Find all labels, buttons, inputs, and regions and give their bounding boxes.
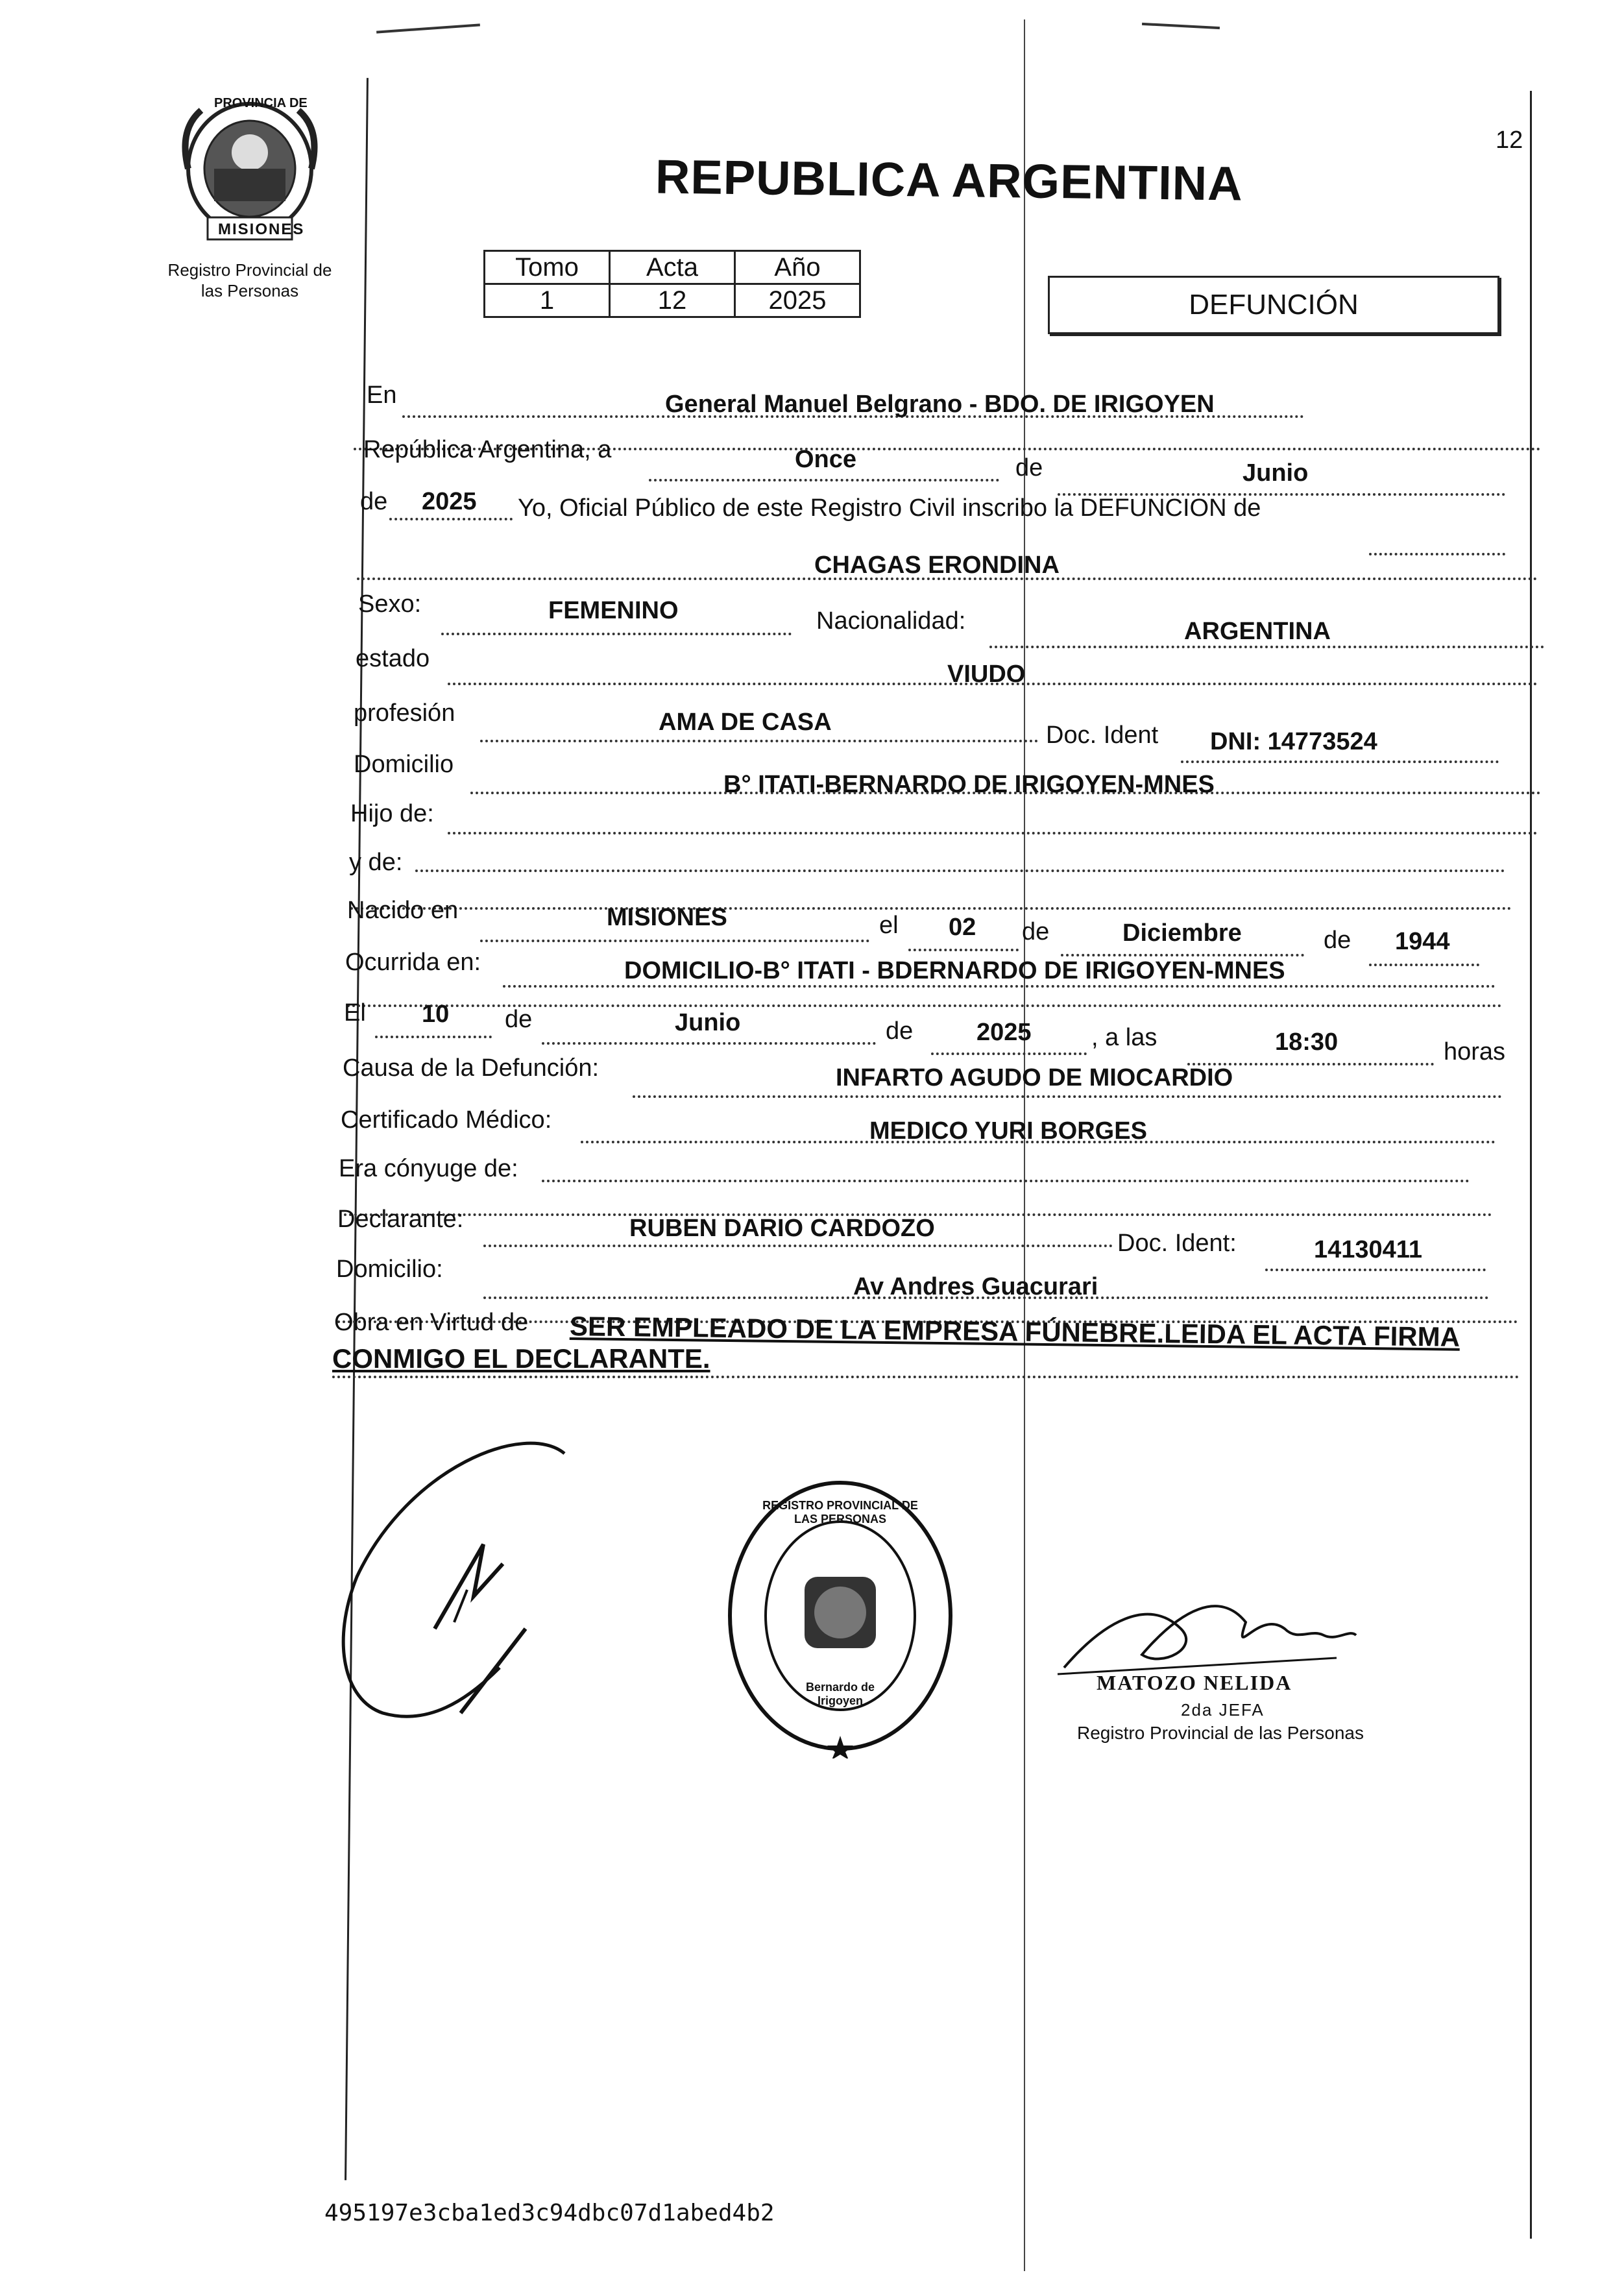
year-value: 2025: [422, 488, 477, 515]
record-type-label: DEFUNCIÓN: [1189, 289, 1359, 321]
profesion-value: AMA DE CASA: [659, 709, 832, 736]
en-value: General Manuel Belgrano - BDO. DE IRIGOYEN: [665, 391, 1215, 418]
el2-label: El: [344, 999, 366, 1027]
document-hash: 495197e3cba1ed3c94dbc07d1abed4b2: [324, 2200, 775, 2226]
center-fold-line: [1024, 19, 1025, 2271]
en-label: En: [367, 382, 397, 409]
alas-label: , a las: [1091, 1024, 1157, 1051]
domicilio2-value: Av Andres Guacurari: [853, 1273, 1098, 1300]
nacido-dotline: [480, 940, 869, 942]
birth-year: 1944: [1395, 928, 1450, 955]
birth-month: Diciembre: [1122, 919, 1242, 947]
nacionalidad-value: ARGENTINA: [1184, 618, 1331, 645]
doc2-dotline: [1265, 1269, 1486, 1271]
declarant-signature: [331, 1428, 642, 1752]
month-value: Junio: [1242, 459, 1309, 487]
de4-label: de: [1324, 927, 1351, 954]
causa-label: Causa de la Defunción:: [343, 1054, 600, 1082]
birth-day-dotline: [908, 949, 1019, 951]
signature-role: 2da JEFA: [1181, 1700, 1265, 1720]
hijo-dotline: [448, 832, 1538, 834]
el-label: el: [879, 912, 899, 939]
doc-value: DNI: 14773524: [1210, 728, 1377, 755]
year-dotline: [389, 518, 513, 520]
signature-office: Registro Provincial de las Personas: [1077, 1723, 1364, 1743]
republica-label: República Argentina, a: [363, 436, 612, 463]
doc-dotline: [1181, 760, 1499, 763]
death-day-dotline: [375, 1036, 492, 1038]
doc-label: Doc. Ident: [1046, 722, 1159, 749]
record-table: [483, 250, 861, 318]
declarante-label: Declarante:: [337, 1206, 464, 1233]
birth-month-dotline: [1061, 954, 1304, 956]
nacionalidad-label: Nacionalidad:: [816, 607, 966, 635]
birth-day: 02: [949, 914, 976, 941]
emblem-bottom-text: MISIONES: [218, 221, 305, 238]
page-title: REPUBLICA ARGENTINA: [655, 149, 1244, 211]
registry-line-1: Registro Provincial de: [167, 260, 332, 280]
profesion-label: profesión: [354, 700, 455, 727]
declarante-value: RUBEN DARIO CARDOZO: [629, 1215, 935, 1242]
official-text: Yo, Oficial Público de este Registro Civil inscribo la DEFUNCION de: [518, 494, 1261, 522]
record-type-box: [1048, 276, 1499, 334]
official-stamp: [720, 1473, 960, 1758]
de3-label: de: [1022, 918, 1050, 945]
official-tail-dotline: [1369, 553, 1505, 555]
de6-label: de: [886, 1017, 914, 1045]
conyuge-dotline: [542, 1180, 1470, 1182]
sexo-dotline: [441, 633, 792, 635]
death-year: 2025: [976, 1019, 1032, 1046]
de5-label: de: [505, 1006, 533, 1033]
nacido-value: MISIONES: [607, 904, 727, 931]
nacido-label: Nacido en: [347, 897, 459, 924]
death-year-dotline: [931, 1052, 1087, 1055]
registry-line-2: las Personas: [200, 281, 299, 300]
domicilio2-label: Domicilio:: [336, 1256, 443, 1283]
ocurrida-dotline: [503, 985, 1496, 988]
cert-value: MEDICO YURI BORGES: [869, 1117, 1147, 1145]
death-month: Junio: [675, 1009, 741, 1036]
day-dotline: [649, 479, 999, 481]
signature-name: MATOZO NELIDA: [1097, 1671, 1292, 1694]
birth-year-dotline: [1369, 964, 1479, 966]
yde-dotline: [415, 870, 1505, 872]
conyuge-label: Era cónyuge de:: [339, 1155, 518, 1182]
cert-label: Certificado Médico:: [341, 1106, 552, 1134]
sexo-value: FEMENINO: [548, 597, 679, 624]
emblem-top-text: PROVINCIA DE: [214, 96, 308, 110]
estado-label: estado: [356, 645, 430, 672]
page-number: 12: [1496, 127, 1523, 154]
declarante-dotline: [483, 1245, 1113, 1247]
registry-label: [130, 260, 370, 301]
death-month-dotline: [542, 1042, 876, 1045]
table-header-acta: Acta: [610, 251, 735, 284]
death-day: 10: [422, 1001, 450, 1028]
obra-bottomline: [332, 1376, 1520, 1378]
deceased-name: CHAGAS ERONDINA: [814, 552, 1060, 579]
de2-label: de: [360, 488, 388, 515]
estado-value: VIUDO: [947, 661, 1026, 688]
table-header-tomo: Tomo: [485, 251, 610, 284]
stamp-ring-text: REGISTRO PROVINCIAL DE LAS PERSONAS: [762, 1499, 918, 1526]
causa-dotline: [633, 1095, 1502, 1098]
sexo-label: Sexo:: [358, 590, 422, 618]
causa-value: INFARTO AGUDO DE MIOCARDIO: [836, 1064, 1233, 1091]
nacionalidad-dotline: [989, 646, 1544, 648]
obra-value-line2: CONMIGO EL DECLARANTE.: [332, 1343, 710, 1374]
obra-value-line1: SER EMPLEADO DE LA EMPRESA FÚNEBRE.LEIDA EL ACTA FIRMA: [569, 1311, 1460, 1352]
nacido-topline: [350, 907, 1512, 910]
domicilio-value: B° ITATI-BERNARDO DE IRIGOYEN-MNES: [723, 771, 1215, 798]
horas-label: horas: [1444, 1038, 1506, 1065]
official-signature: [1051, 1583, 1363, 1681]
doc2-label: Doc. Ident:: [1117, 1230, 1237, 1257]
obra-label: Obra en Virtud de: [334, 1309, 529, 1336]
table-header-ano: Año: [735, 251, 860, 284]
stamp-inner-text: Bernardo de Irigoyen: [805, 1681, 875, 1707]
doc2-value: 14130411: [1314, 1236, 1422, 1263]
table-value-ano: 2025: [735, 284, 860, 317]
day-value: Once: [795, 446, 857, 473]
ocurrida-value: DOMICILIO-B° ITATI - BDERNARDO DE IRIGOYEN-MNES: [624, 957, 1285, 984]
table-value-tomo: 1: [485, 284, 610, 317]
province-emblem: [175, 91, 324, 247]
scan-mark: [1142, 23, 1220, 29]
ocurrida-label: Ocurrida en:: [345, 949, 481, 976]
right-margin-line: [1530, 91, 1532, 2239]
death-time: 18:30: [1275, 1028, 1339, 1056]
table-value-acta: 12: [610, 284, 735, 317]
domicilio-label: Domicilio: [354, 751, 454, 778]
profesion-dotline: [480, 740, 1038, 742]
de1-label: de: [1015, 454, 1043, 481]
hijo-label: Hijo de:: [350, 800, 434, 827]
yde-label: y de:: [349, 849, 403, 876]
scan-mark: [376, 23, 480, 33]
